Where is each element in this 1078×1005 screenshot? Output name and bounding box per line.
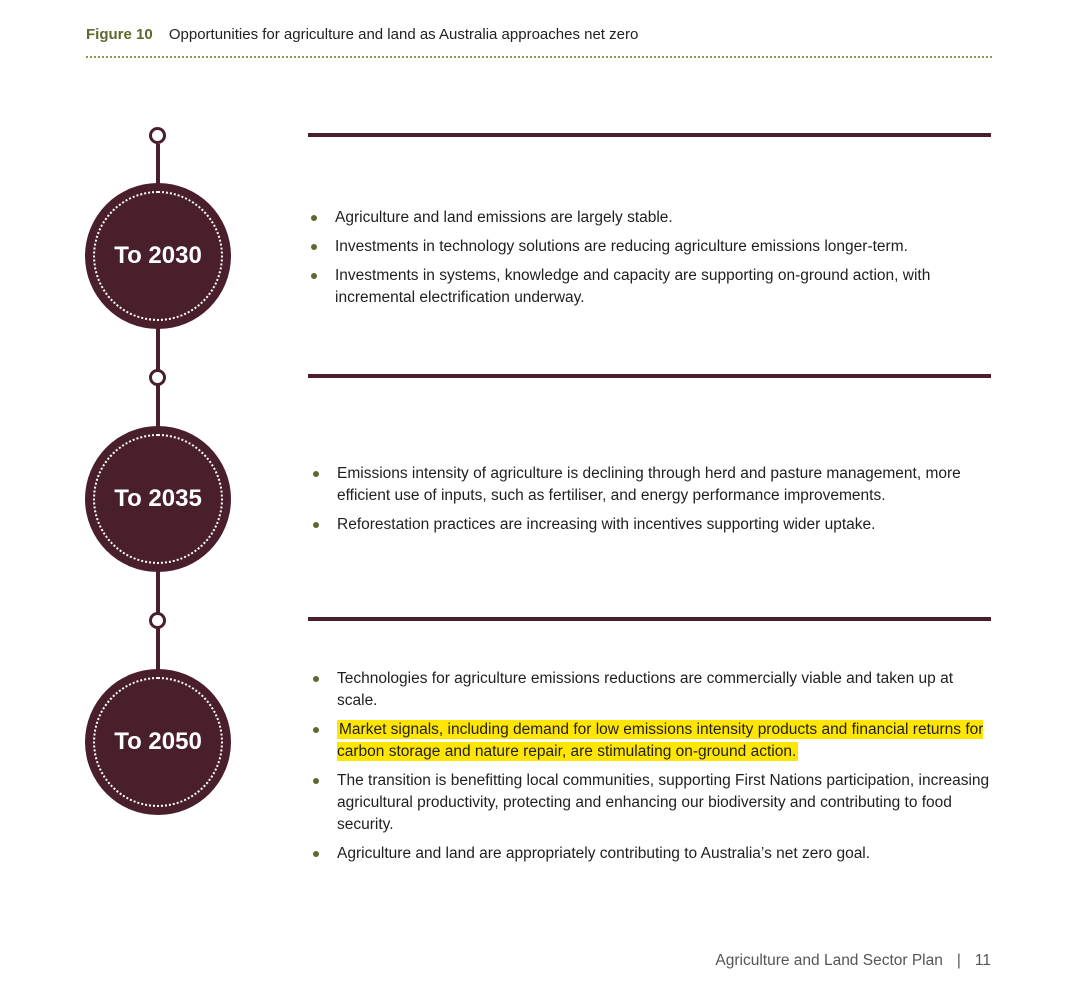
list-item: The transition is benefitting local communities, supporting First Nations participation, increasing agricultural productivity, protecting and enhancing our biodiversity and contributing to food security.	[310, 770, 990, 836]
list-item: Reforestation practices are increasing with incentives supporting wider uptake.	[310, 514, 990, 536]
timeline-node	[149, 369, 166, 386]
milestone-label-2035: To 2035	[93, 434, 223, 564]
milestone-circle-2050	[85, 669, 231, 815]
list-item: Agriculture and land are appropriately contributing to Australia’s net zero goal.	[310, 843, 990, 865]
timeline-node	[149, 612, 166, 629]
footer-separator: |	[956, 952, 961, 969]
milestone-label-2030: To 2030	[93, 191, 223, 321]
header-dotted-rule	[86, 56, 992, 58]
list-item: Agriculture and land emissions are largely stable.	[308, 207, 988, 229]
footer-title: Agriculture and Land Sector Plan	[715, 952, 943, 969]
list-item: Investments in systems, knowledge and capacity are supporting on-ground action, with incremental electrification underway.	[308, 265, 988, 309]
list-item: Investments in technology solutions are reducing agriculture emissions longer-term.	[308, 236, 988, 258]
timeline-node	[149, 127, 166, 144]
highlighted-text: Market signals, including demand for low emissions intensity products and financial returns for carbon storage and nature repair, are stimulating on-ground action.	[337, 721, 984, 760]
page-number: 11	[974, 952, 991, 969]
page-footer	[715, 952, 991, 970]
bullet-list-2030	[308, 207, 988, 316]
list-item: Emissions intensity of agriculture is declining through herd and pasture management, more efficient use of inputs, such as fertiliser, and energy performance improvements.	[310, 463, 990, 507]
section-rule-2030	[308, 133, 991, 137]
section-rule-2035	[308, 374, 991, 378]
figure-header	[86, 26, 638, 43]
milestone-circle-2030	[85, 183, 231, 329]
figure-label: Figure 10	[86, 26, 153, 43]
section-rule-2050	[308, 617, 991, 621]
figure-title: Opportunities for agriculture and land as Australia approaches net zero	[168, 26, 639, 43]
list-item	[310, 719, 990, 763]
list-item: Technologies for agriculture emissions reductions are commercially viable and taken up at scale.	[310, 668, 990, 712]
bullet-list-2050	[310, 668, 990, 872]
milestone-circle-2035	[85, 426, 231, 572]
milestone-label-2050: To 2050	[93, 677, 223, 807]
bullet-list-2035	[310, 463, 990, 543]
